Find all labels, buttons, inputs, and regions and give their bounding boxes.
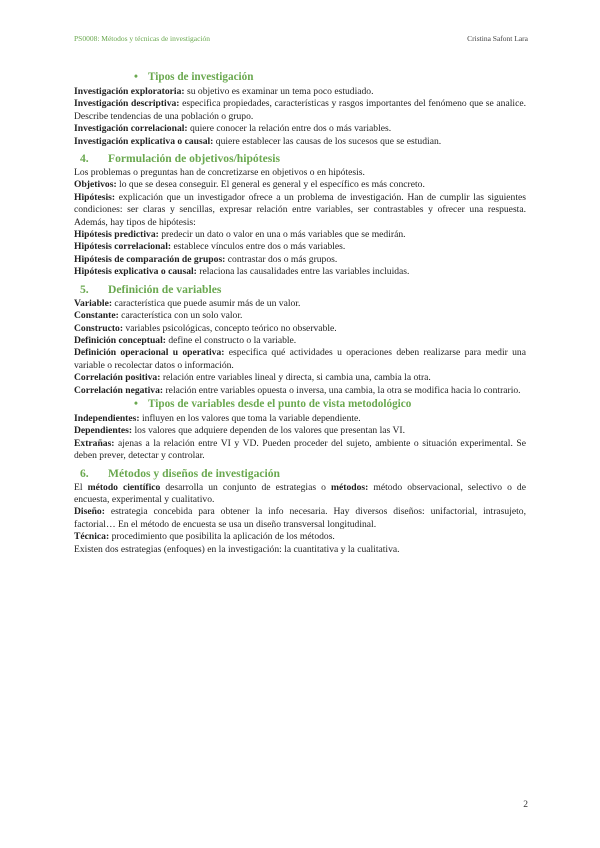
- bullet-heading-text: Tipos de variables desde el punto de vista metodológico: [148, 397, 412, 410]
- definition-term: Investigación descriptiva:: [74, 98, 180, 110]
- definition-text: estrategia concebida para obtener la info necesaria. Hay diversos diseños: unifactorial, intrasujeto, factorial… En el método de encuesta se usa un diseño transversal longitudinal.: [74, 506, 526, 530]
- definition-term: Constante:: [74, 310, 119, 322]
- bullet-icon: •: [134, 71, 138, 83]
- definition-text: contrastar dos o más grupos.: [225, 253, 338, 265]
- definition-text: ajenas a la relación entre VI y VD. Pueden proceder del sujeto, ambiente o situación experimental. Se deben prever, detectar y controlar.: [74, 437, 526, 462]
- paragraph: [74, 385, 526, 397]
- paragraph: [74, 544, 526, 556]
- paragraph: [74, 136, 526, 148]
- definition-text: influyen en los valores que toma la variable dependiente.: [139, 412, 361, 424]
- paragraph: [74, 506, 526, 531]
- section-heading: [80, 466, 526, 481]
- paragraph: [74, 86, 526, 98]
- definition-text: relación entre variables opuesta o inversa, una cambia, la otra se modifica hacia lo contrario.: [163, 384, 521, 396]
- paragraph: [74, 254, 526, 266]
- definition-term: Correlación negativa:: [74, 384, 164, 396]
- definition-text: Existen dos estrategias (enfoques) en la investigación: la cuantitativa y la cualitativa.: [74, 543, 400, 555]
- definition-text: especifica propiedades, características y rasgos importantes del fenómeno que se analice. Describe tendencias de una población o grupo.: [74, 98, 526, 122]
- definition-term: Hipótesis:: [74, 191, 116, 203]
- bullet-heading-text: Tipos de investigación: [148, 71, 254, 83]
- definition-text: especifica qué actividades u operaciones deben realizarse para medir una variable o recolectar datos o información.: [74, 347, 526, 371]
- definition-term: Técnica:: [74, 531, 110, 543]
- paragraph: [74, 347, 526, 372]
- section-heading: [80, 282, 526, 297]
- bold-term: métodos:: [331, 481, 369, 493]
- definition-text: relación entre variables lineal y directa, si cambia una, cambia la otra.: [160, 372, 431, 384]
- section-title: Métodos y diseños de investigación: [108, 466, 280, 480]
- section-number: 6.: [80, 466, 89, 480]
- definition-text: procedimiento que posibilita la aplicación de los métodos.: [109, 531, 335, 543]
- paragraph: [74, 98, 526, 123]
- definition-term: Objetivos:: [74, 179, 117, 191]
- page-number: 2: [523, 800, 528, 810]
- page-header: [74, 34, 528, 46]
- definition-text: lo que se desea conseguir. El general es general y el específico es más concreto.: [116, 179, 425, 191]
- definition-text: establece vínculos entre dos o más variables.: [171, 241, 346, 253]
- definition-term: Dependientes:: [74, 425, 133, 437]
- paragraph: [74, 531, 526, 543]
- definition-term: Extrañas:: [74, 437, 115, 449]
- paragraph: [74, 310, 526, 322]
- paragraph: [74, 413, 526, 425]
- paragraph: [74, 335, 526, 347]
- definition-text: su objetivo es examinar un tema poco estudiado.: [184, 86, 374, 97]
- paragraph: [74, 298, 526, 310]
- definition-term: Hipótesis predictiva:: [74, 229, 159, 241]
- definition-text: los valores que adquiere dependen de los valores que presentan las VI.: [132, 425, 405, 437]
- definition-term: Investigación correlacional:: [74, 123, 188, 135]
- definition-term: Investigación explicativa o causal:: [74, 135, 214, 147]
- paragraph: [74, 438, 526, 463]
- author-name: Cristina Safont Lara: [467, 34, 528, 43]
- paragraph: [74, 123, 526, 135]
- paragraph: [74, 229, 526, 241]
- definition-text: relaciona las causalidades entre las variables incluidas.: [196, 266, 410, 278]
- definition-text: quiere conocer la relación entre dos o más variables.: [187, 123, 392, 135]
- document-body: [74, 70, 526, 556]
- section-title: Formulación de objetivos/hipótesis: [108, 152, 280, 166]
- definition-term: Hipótesis explicativa o causal:: [74, 266, 197, 278]
- definition-term: Correlación positiva:: [74, 372, 161, 384]
- definition-text: Los problemas o preguntas han de concretizarse en objetivos o en hipótesis.: [74, 167, 365, 179]
- definition-text: característica que puede asumir más de un valor.: [112, 297, 301, 309]
- definition-term: Diseño:: [74, 506, 105, 518]
- paragraph: [74, 167, 526, 179]
- definition-text: predecir un dato o valor en una o más variables que se medirán.: [158, 229, 406, 241]
- section-title: Definición de variables: [108, 282, 222, 296]
- bold-term: método científico: [87, 481, 161, 493]
- paragraph-text: método observacional, selectivo o de encuesta, experimental y cualitativo.: [74, 481, 526, 505]
- paragraph: [74, 425, 526, 437]
- paragraph-text: desarrolla un conjunto de estrategias o: [160, 481, 331, 493]
- paragraph: [74, 323, 526, 335]
- section-number: 5.: [80, 282, 89, 296]
- definition-term: Independientes:: [74, 412, 140, 424]
- definition-term: Variable:: [74, 297, 113, 309]
- definition-text: define el constructo o la variable.: [165, 334, 297, 346]
- paragraph: [74, 482, 526, 507]
- paragraph: [74, 241, 526, 253]
- definition-term: Definición conceptual:: [74, 334, 166, 346]
- bullet-heading: [134, 70, 526, 84]
- paragraph-text: El: [74, 481, 88, 493]
- definition-text: explicación que un investigador ofrece a un problema de investigación. Han de cumplir las siguientes condiciones: ser claras y sencillas, expresar relación entre variables, ser contrastables y ofrecer una respuesta. Además, hay tipos de hipótesis:: [74, 191, 526, 228]
- section-number: 4.: [80, 152, 89, 166]
- definition-text: variables psicológicas, concepto teórico no observable.: [123, 322, 337, 334]
- paragraph: [74, 192, 526, 229]
- bullet-icon: •: [134, 397, 138, 410]
- course-title: PS0008: Métodos y técnicas de investigación: [74, 34, 211, 43]
- section-heading: [80, 151, 526, 166]
- definition-text: quiere establecer las causas de los sucesos que se estudian.: [213, 135, 442, 147]
- definition-term: Definición operacional u operativa:: [74, 347, 225, 359]
- definition-text: característica con un solo valor.: [118, 310, 243, 322]
- paragraph: [74, 372, 526, 384]
- paragraph: [74, 266, 526, 278]
- definition-term: Hipótesis correlacional:: [74, 241, 172, 253]
- definition-term: Constructo:: [74, 322, 124, 334]
- definition-term: Hipótesis de comparación de grupos:: [74, 253, 226, 265]
- definition-term: Investigación exploratoria:: [74, 86, 185, 97]
- bullet-heading: [134, 397, 526, 411]
- paragraph: [74, 179, 526, 191]
